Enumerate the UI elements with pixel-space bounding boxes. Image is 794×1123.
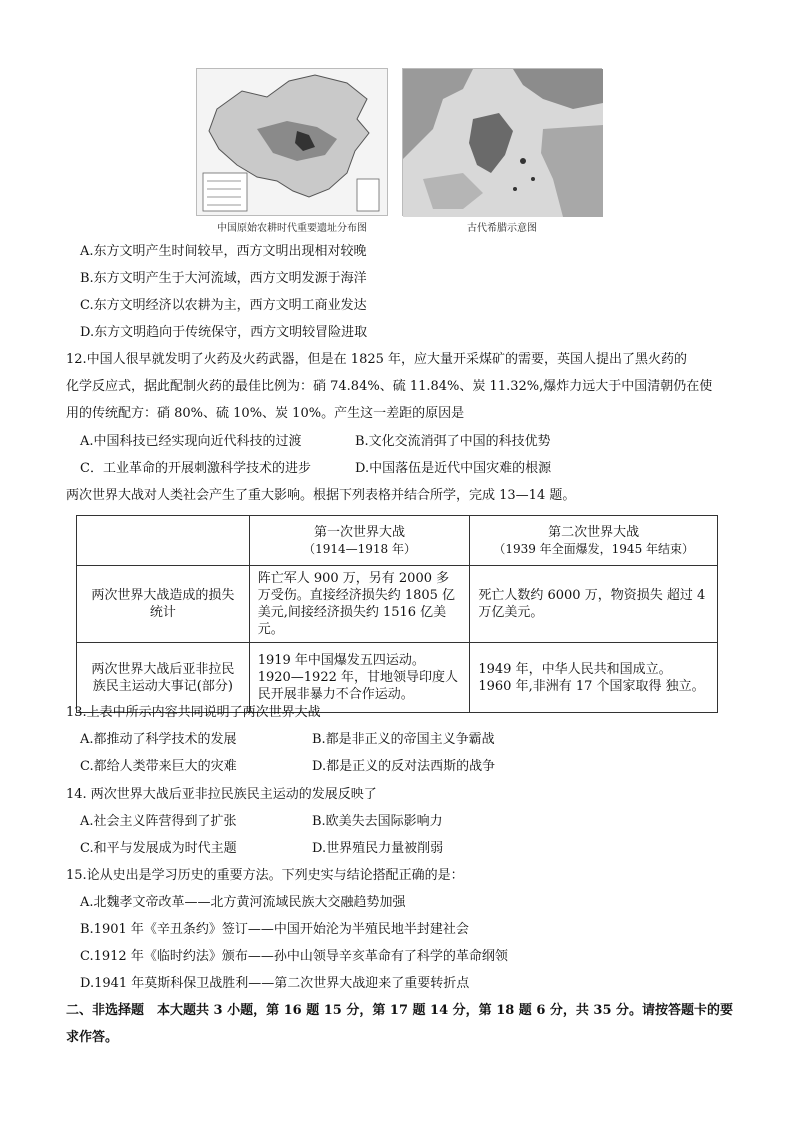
ww2-event-2: 1960 年,非洲有 17 个国家取得 独立。	[478, 678, 705, 694]
ww2-period: （1939 年全面爆发，1945 年结束）	[493, 541, 695, 556]
row-label-losses: 两次世界大战造成的损失统计	[77, 566, 250, 643]
ww1-period: （1914—1918 年）	[303, 541, 416, 556]
q15-option-a: A.北魏孝文帝改革——北方黄河流域民族大交融趋势加强	[80, 895, 406, 910]
greece-map-drawing	[403, 69, 603, 217]
row-label-movements: 两次世界大战后亚非拉民族民主运动大事记(部分)	[77, 643, 250, 713]
ww1-event-1: 1919 年中国爆发五四运动。	[257, 653, 425, 668]
q15-stem: 15.论从史出是学习历史的重要方法。下列史实与结论搭配正确的是：	[66, 868, 464, 883]
q13-stem: 13.上表中所示内容共同说明了两次世界大战	[66, 705, 321, 720]
q12-option-d: D.中国落伍是近代中国灾难的根源	[355, 461, 552, 476]
q14-option-a: A.社会主义阵营得到了扩张	[80, 814, 237, 829]
q14-option-b: B.欧美失去国际影响力	[312, 814, 443, 829]
ww2-title: 第二次世界大战	[548, 524, 640, 540]
china-neolithic-sites-map	[196, 68, 388, 216]
q13-option-d: D.都是正义的反对法西斯的战争	[312, 759, 496, 774]
ww1-losses: 阵亡军人 900 万，另有 2000 多万受伤。直接经济损失约 1805 亿美元,间接经济损失约 1516 亿美元。	[249, 566, 470, 643]
q12-option-a: A.中国科技已经实现向近代科技的过渡	[80, 434, 302, 449]
ww2-movements	[470, 643, 718, 713]
ww2-losses: 死亡人数约 6000 万，物资损失 超过 4 万亿美元。	[470, 566, 718, 643]
ww2-event-1: 1949 年，中华人民共和国成立。	[478, 661, 672, 677]
world-wars-table	[76, 515, 718, 713]
q15-option-c: C.1912 年《临时约法》颁布——孙中山领导辛亥革命有了科学的革命纲领	[80, 949, 508, 964]
ww1-header	[249, 516, 470, 566]
q14-stem: 14. 两次世界大战后亚非拉民族民主运动的发展反映了	[66, 787, 377, 802]
table-header-row	[77, 516, 718, 566]
ww2-header	[470, 516, 718, 566]
q12-option-b: B.文化交流消弭了中国的科技优势	[355, 434, 551, 449]
q13-option-a: A.都推动了科学技术的发展	[80, 732, 237, 747]
q11-option-a: A.东方文明产生时间较早，西方文明出现相对较晚	[80, 244, 367, 259]
ww1-movements	[249, 643, 470, 713]
table-row	[77, 643, 718, 713]
intro-13-14: 两次世界大战对人类社会产生了重大影响。根据下列表格并结合所学，完成 13—14 题。	[66, 488, 576, 503]
table-corner-cell	[77, 516, 250, 566]
q13-option-c: C.都给人类带来巨大的灾难	[80, 759, 237, 774]
q14-option-d: D.世界殖民力量被削弱	[312, 841, 444, 856]
ancient-greece-map	[402, 68, 602, 216]
q14-option-c: C.和平与发展成为时代主题	[80, 841, 237, 856]
ww1-event-2: 1920—1922 年，甘地领导印度人民开展非暴力不合作运动。	[257, 670, 459, 702]
china-map-drawing	[197, 69, 389, 217]
q12-option-c: C．工业革命的开展刺激科学技术的进步	[80, 461, 311, 476]
section2-heading-line-2: 求作答。	[66, 1030, 119, 1045]
q12-stem-line-1: 12.中国人很早就发明了火药及火药武器，但是在 1825 年，应大量开采煤矿的需要，英国人提出了黑火药的	[66, 352, 688, 367]
section2-heading-line-1: 二、非选择题 本大题共 3 小题，第 16 题 15 分，第 17 题 14 分，第 18 题 6 分，共 35 分。请按答题卡的要	[66, 1003, 734, 1018]
map2-caption: 古代希腊示意图	[467, 223, 537, 234]
q15-option-b: B.1901 年《辛丑条约》签订——中国开始沦为半殖民地半封建社会	[80, 922, 469, 937]
ww1-title: 第一次世界大战	[314, 524, 406, 540]
q15-option-d: D.1941 年莫斯科保卫战胜利——第二次世界大战迎来了重要转折点	[80, 976, 470, 991]
q12-stem-line-3: 用的传统配方：硝 80%、硫 10%、炭 10%。产生这一差距的原因是	[66, 406, 465, 421]
q11-option-b: B.东方文明产生于大河流域，西方文明发源于海洋	[80, 271, 367, 286]
table-row	[77, 566, 718, 643]
map1-caption: 中国原始农耕时代重要遗址分布图	[217, 223, 367, 234]
figure-area	[196, 68, 606, 240]
q12-stem-line-2: 化学反应式，据此配制火药的最佳比例为：硝 74.84%、硫 11.84%、炭 11.32%,爆炸力远大于中国清朝仍在使	[66, 379, 713, 394]
q11-option-c: C.东方文明经济以农耕为主，西方文明工商业发达	[80, 298, 367, 313]
q11-option-d: D.东方文明趋向于传统保守，西方文明较冒险进取	[80, 325, 368, 340]
q13-option-b: B.都是非正义的帝国主义争霸战	[312, 732, 495, 747]
